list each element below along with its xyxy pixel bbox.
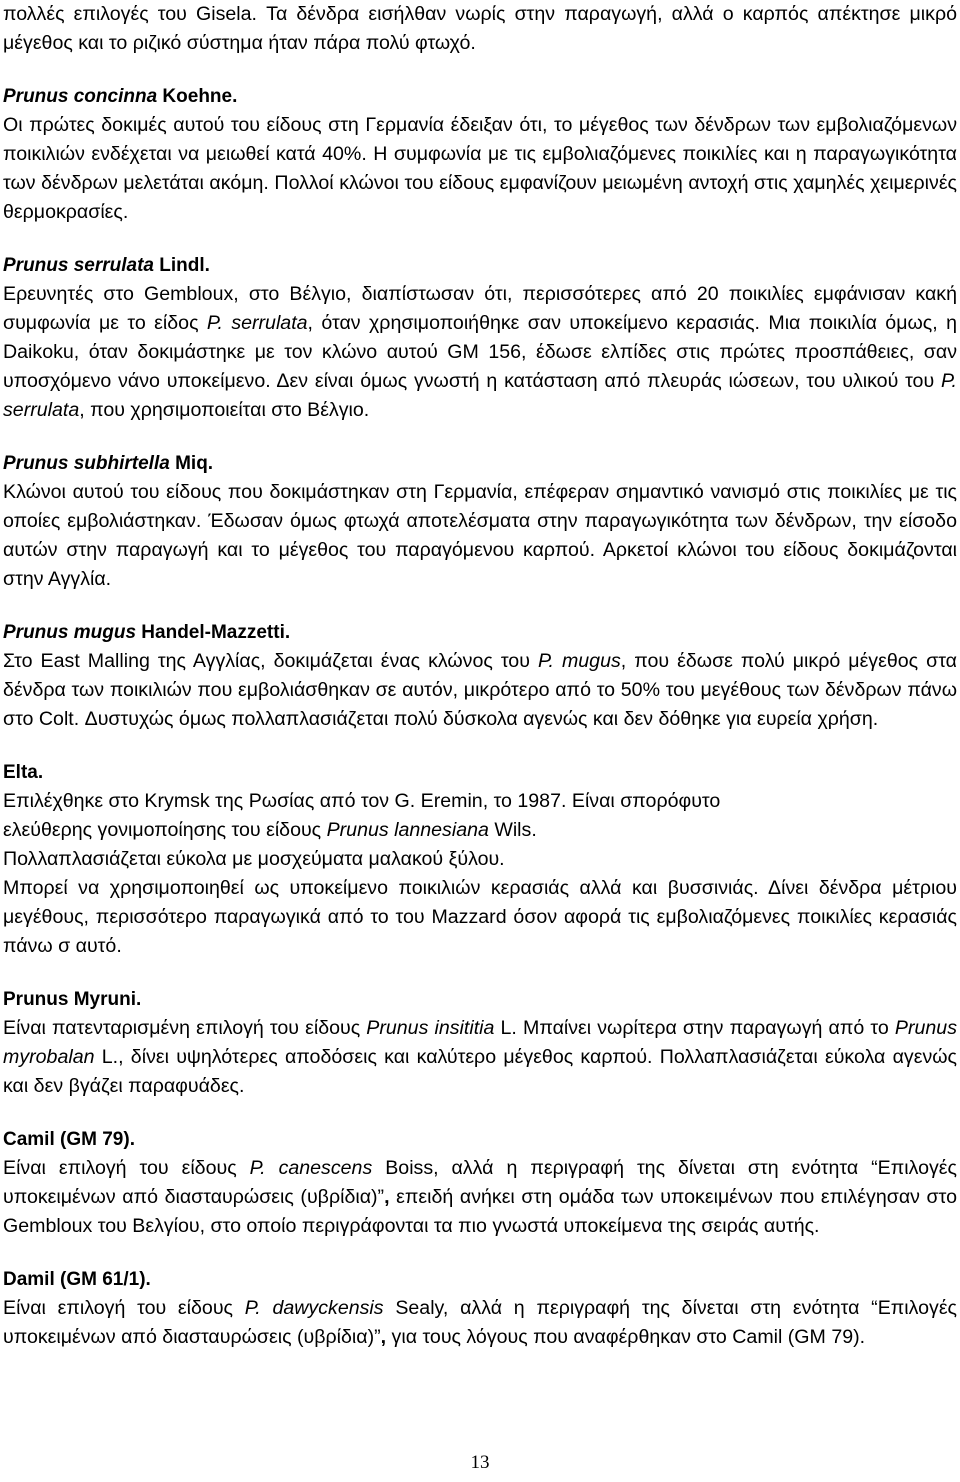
title-author: Koehne. [157,86,238,107]
section-prunus-concinna [3,82,957,227]
intro-paragraph: πολλές επιλογές του Gisela. Τα δένδρα εισήλθαν νωρίς στην παραγωγή, αλλά ο καρπός απέκτησε μικρό μέγεθος και το ριζικό σύστημα ήταν πάρα πολύ φτωχό. [3,3,957,54]
section-paragraph [3,280,957,425]
text-run: Στο East Malling της Αγγλίας, δοκιμάζεται ένας κλώνος του [3,650,538,672]
section-title [3,251,957,280]
intro-section [3,0,957,58]
text-run: Είναι πατενταρισμένη επιλογή του είδους [3,1017,367,1039]
section-title: Damil (GM 61/1). [3,1269,151,1290]
species-name: Prunus insititia [366,1017,495,1039]
text-run: Ερευνητές στο Gembloux, στο Βέλγιο, διαπίστωσαν ότι, περισσότερες από 20 ποικιλίες εμφάνισαν κακή συμφωνία με το είδος [3,283,957,334]
text-run: Sealy, αλλά η περιγραφή της δίνεται στη ενότητα “Επιλογές υποκειμένων από διασταυρώσεις (υβρίδια)” [3,1297,958,1348]
section-title [3,449,957,478]
text-run: Είναι επιλογή του είδους [3,1157,250,1179]
section-prunus-subhirtella [3,449,957,594]
page-number: 13 [470,1452,490,1473]
species-name: Prunus myrobalan [3,1017,957,1068]
section-camil [3,1125,957,1241]
section-title: Camil (GM 79). [3,1129,135,1150]
section-title: Elta. [3,762,44,783]
title-author: Miq. [169,453,214,474]
section-paragraph [3,647,957,734]
section-title [3,618,957,647]
text-run: για τους λόγους που αναφέρθηκαν στο Camil (GM 79). [386,1326,866,1348]
section-prunus-myruni [3,985,957,1101]
species-name: P. mugus [537,650,621,672]
text-run: , όταν χρησιμοποιήθηκε σαν υποκείμενο κερασιάς. Μια ποικιλία όμως, η Daikoku, όταν δοκιμάστηκε με τον κλώνο αυτού GM 156, έδωσε ελπίδες στις πρώτες προσπάθειες, σαν υποσχόμενο νάνο υποκείμενο. Δεν είναι όμως γνωστή η κατάσταση από πλευράς ιώσεων, του υλικού του [3,312,957,392]
section-prunus-mugus [3,618,957,734]
title-species: Prunus serrulata [3,255,154,276]
text-run: ελεύθερης γονιμοποίησης του είδους [3,819,327,841]
section-damil [3,1265,957,1352]
section-paragraph: Οι πρώτες δοκιμές αυτού του είδους στη Γερμανία έδειξαν ότι, το μέγεθος των δένδρων των εμβολιαζόμενων ποικιλιών ενδέχεται να μειωθεί κατά 40%. Η συμφωνία με τις εμβολιαζόμενες ποικιλίες και η παραγωγικότητα των δένδρων μελετάται ακόμη. Πολλοί κλώνοι του είδους εμφανίζουν μειωμένη αντοχή στις χαμηλές χειμερινές θερμοκρασίες. [3,114,957,223]
title-species: Prunus concinna [3,86,158,107]
title-author: Lindl. [154,255,210,276]
species-name: P. serrulata [3,370,957,421]
title-species: Prunus mugus [3,622,137,643]
section-title [3,82,957,111]
section-paragraph [3,816,957,845]
section-elta [3,758,957,961]
species-name: P. canescens [249,1157,373,1179]
section-paragraph [3,1014,957,1101]
title-species: Prunus subhirtella [3,453,170,474]
text-run: Boiss, αλλά η περιγραφή της δίνεται στη ενότητα “Επιλογές υποκειμένων από διασταυρώσεις (υβρίδια)” [3,1157,957,1208]
section-paragraph [3,1154,957,1241]
bold-comma: , [384,1186,390,1208]
bold-comma: , [380,1326,387,1348]
section-paragraph: Μπορεί να χρησιμοποιηθεί ως υποκείμενο ποικιλιών κερασιάς αλλά και βυσσινιάς. Δίνει δένδρα μέτριου μεγέθους, περισσότερο παραγωγικά από το του Mazzard όσον αφορά τις εμβολιαζόμενες ποικιλίες κερασιάς πάνω σ αυτό. [3,877,957,957]
section-paragraph: Κλώνοι αυτού του είδους που δοκιμάστηκαν στη Γερμανία, επέφεραν σημαντικό νανισμό στις ποικιλίες με τις οποίες εμβολιάστηκαν. Έδωσαν όμως φτωχά αποτελέσματα στην παραγωγικότητα των δένδρων, την είσοδο αυτών στην παραγωγή και το μέγεθος του παραγόμενου καρπού. Αρκετοί κλώνοι του είδους δοκιμάζονται στην Αγγλία. [3,481,957,590]
species-name: Prunus lannesiana [326,819,489,841]
document-page [3,0,957,1352]
text-run: επειδή ανήκει στη ομάδα των υποκειμένων που επιλέγησαν στο Gembloux του Βελγίου, στο οποίο περιγράφονται τα πιο γνωστά υποκείμενα της σειράς αυτής. [3,1186,957,1237]
section-paragraph: Πολλαπλασιάζεται εύκολα με μοσχεύματα μαλακού ξύλου. [3,848,505,870]
text-run: Wils. [488,819,537,841]
section-paragraph: Επιλέχθηκε στο Krymsk της Ρωσίας από τον G. Eremin, το 1987. Είναι σπορόφυτο [3,790,721,812]
section-prunus-serrulata [3,251,957,425]
text-run: , που έδωσε πολύ μικρό μέγεθος στα δένδρα των ποικιλιών που εμβολιάσθηκαν σε αυτόν, μικρότερο από το 50% του μεγέθους των δένδρων πάνω στο Colt. Δυστυχώς όμως πολλαπλασιάζεται πολύ δύσκολα αγενώς και δεν δόθηκε για ευρεία χρήση. [3,650,957,730]
section-paragraph [3,1294,957,1352]
text-run: L. Μπαίνει νωρίτερα στην παραγωγή από το [494,1017,895,1039]
text-run: , που χρησιμοποιείται στο Βέλγιο. [79,399,370,421]
text-run: Είναι επιλογή του είδους [3,1297,245,1319]
text-run: L., δίνει υψηλότερες αποδόσεις και καλύτερο μέγεθος καρπού. Πολλαπλασιάζεται εύκολα αγενώς και δεν βγάζει παραφυάδες. [3,1046,957,1097]
section-title: Prunus Myruni. [3,989,142,1010]
title-author: Handel-Mazzetti. [136,622,291,643]
species-name: P. dawyckensis [244,1297,384,1319]
species-name: P. serrulata [206,312,308,334]
